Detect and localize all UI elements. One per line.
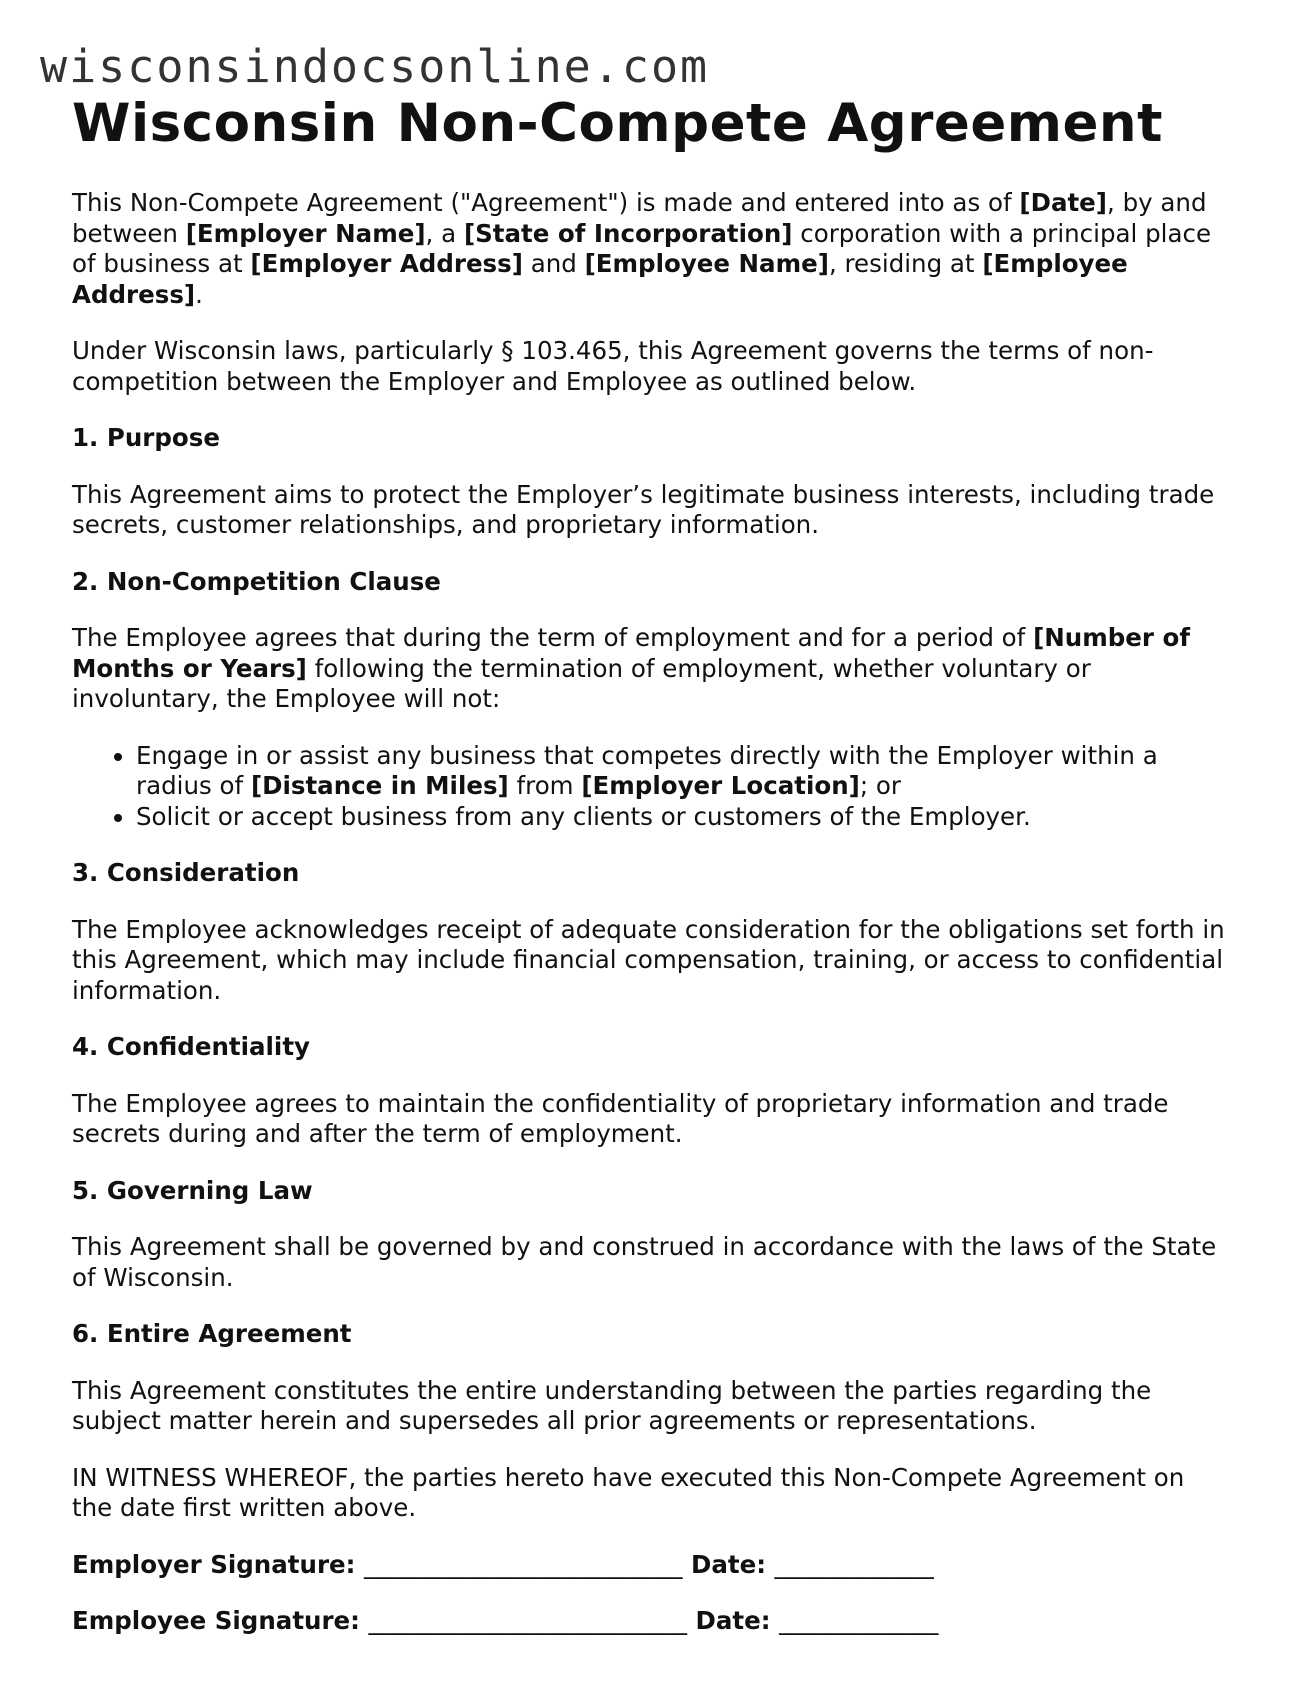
period-placeholder: [Number of Months or Years]: [72, 623, 1191, 683]
distance-placeholder: [Distance in Miles]: [250, 771, 509, 800]
section-text-entire-agreement: This Agreement constitutes the entire understanding between the parties regarding the subject matter herein and supersedes all prior agreements or representations.: [72, 1375, 1152, 1435]
employee-date-label: Date:: [695, 1606, 771, 1635]
employer-signature-line: [72, 1550, 1232, 1581]
date-placeholder: [Date]: [1019, 188, 1107, 217]
document-page: [72, 88, 1232, 1637]
section-heading-entire-agreement: 6. Entire Agreement: [72, 1319, 352, 1348]
list-item: • Engage in or assist any business that competes directly with the Employer within a radius of [Distance in Miles] from [Employer Location]; or: [136, 741, 1232, 802]
section-heading-confidentiality: 4. Confidentiality: [72, 1032, 311, 1061]
section-text-purpose: This Agreement aims to protect the Employer’s legitimate business interests, including trade secrets, customer relationships, and proprietary information.: [72, 479, 1215, 539]
witness-paragraph: IN WITNESS WHEREOF, the parties hereto have executed this Non-Compete Agreement on the date first written above.: [72, 1462, 1185, 1522]
employer-address-placeholder: [Employer Address]: [250, 249, 523, 278]
employee-signature-label: Employee Signature:: [72, 1606, 360, 1635]
employee-date-field[interactable]: _____________: [779, 1606, 939, 1635]
employer-signature-field[interactable]: __________________________: [363, 1549, 683, 1579]
employee-name-placeholder: [Employee Name]: [584, 249, 829, 278]
employee-signature-line: [72, 1606, 1232, 1637]
employer-date-field[interactable]: _____________: [774, 1549, 934, 1579]
section-heading-governing-law: 5. Governing Law: [72, 1175, 313, 1205]
page-title: Wisconsin Non-Compete Agreement: [72, 93, 1164, 154]
noncompete-list: [72, 741, 1232, 833]
employee-signature-field[interactable]: __________________________: [368, 1606, 688, 1635]
section-heading-purpose: 1. Purpose: [72, 423, 220, 452]
lead-paragraph: Under Wisconsin laws, particularly § 103.465, this Agreement governs the terms of non-competition between the Employer and Employee as outlined below.: [72, 336, 1154, 396]
section-heading-consideration: 3. Consideration: [72, 858, 300, 887]
section-text-noncompete: The Employee agrees that during the term of employment and for a period of [Number of Months or Years] following the termination of employment, whether voluntary or involuntary, the Employee will not:: [72, 623, 1191, 713]
list-item: • Solicit or accept business from any clients or customers of the Employer.: [136, 802, 1232, 833]
employer-signature-label: Employer Signature:: [72, 1549, 356, 1579]
section-text-consideration: The Employee acknowledges receipt of adequate consideration for the obligations set forth in this Agreement, which may include financial compensation, training, or access to confidential information.: [72, 914, 1225, 1005]
watermark: wisconsindocsonline.com: [40, 40, 710, 93]
employer-date-label: Date:: [691, 1549, 766, 1579]
section-text-confidentiality: The Employee agrees to maintain the confidentiality of proprietary information and trade secrets during and after the term of employment.: [72, 1088, 1169, 1148]
location-placeholder: [Employer Location]: [581, 771, 860, 800]
section-text-governing-law: This Agreement shall be governed by and construed in accordance with the laws of the State of Wisconsin.: [72, 1232, 1217, 1292]
employer-name-placeholder: [Employer Name]: [185, 218, 426, 248]
employee-address-placeholder: [Employee Address]: [72, 249, 1128, 309]
section-heading-noncompete: 2. Non-Competition Clause: [72, 566, 441, 596]
intro-paragraph: This Non-Compete Agreement ("Agreement") is made and entered into as of [Date], by and between [Employer Name], a [State of Incorporation] corporation with a principal place of business at [Employer Address] and [Employee Name], residing at [Employee Address].: [72, 188, 1212, 309]
state-placeholder: [State of Incorporation]: [463, 218, 793, 248]
